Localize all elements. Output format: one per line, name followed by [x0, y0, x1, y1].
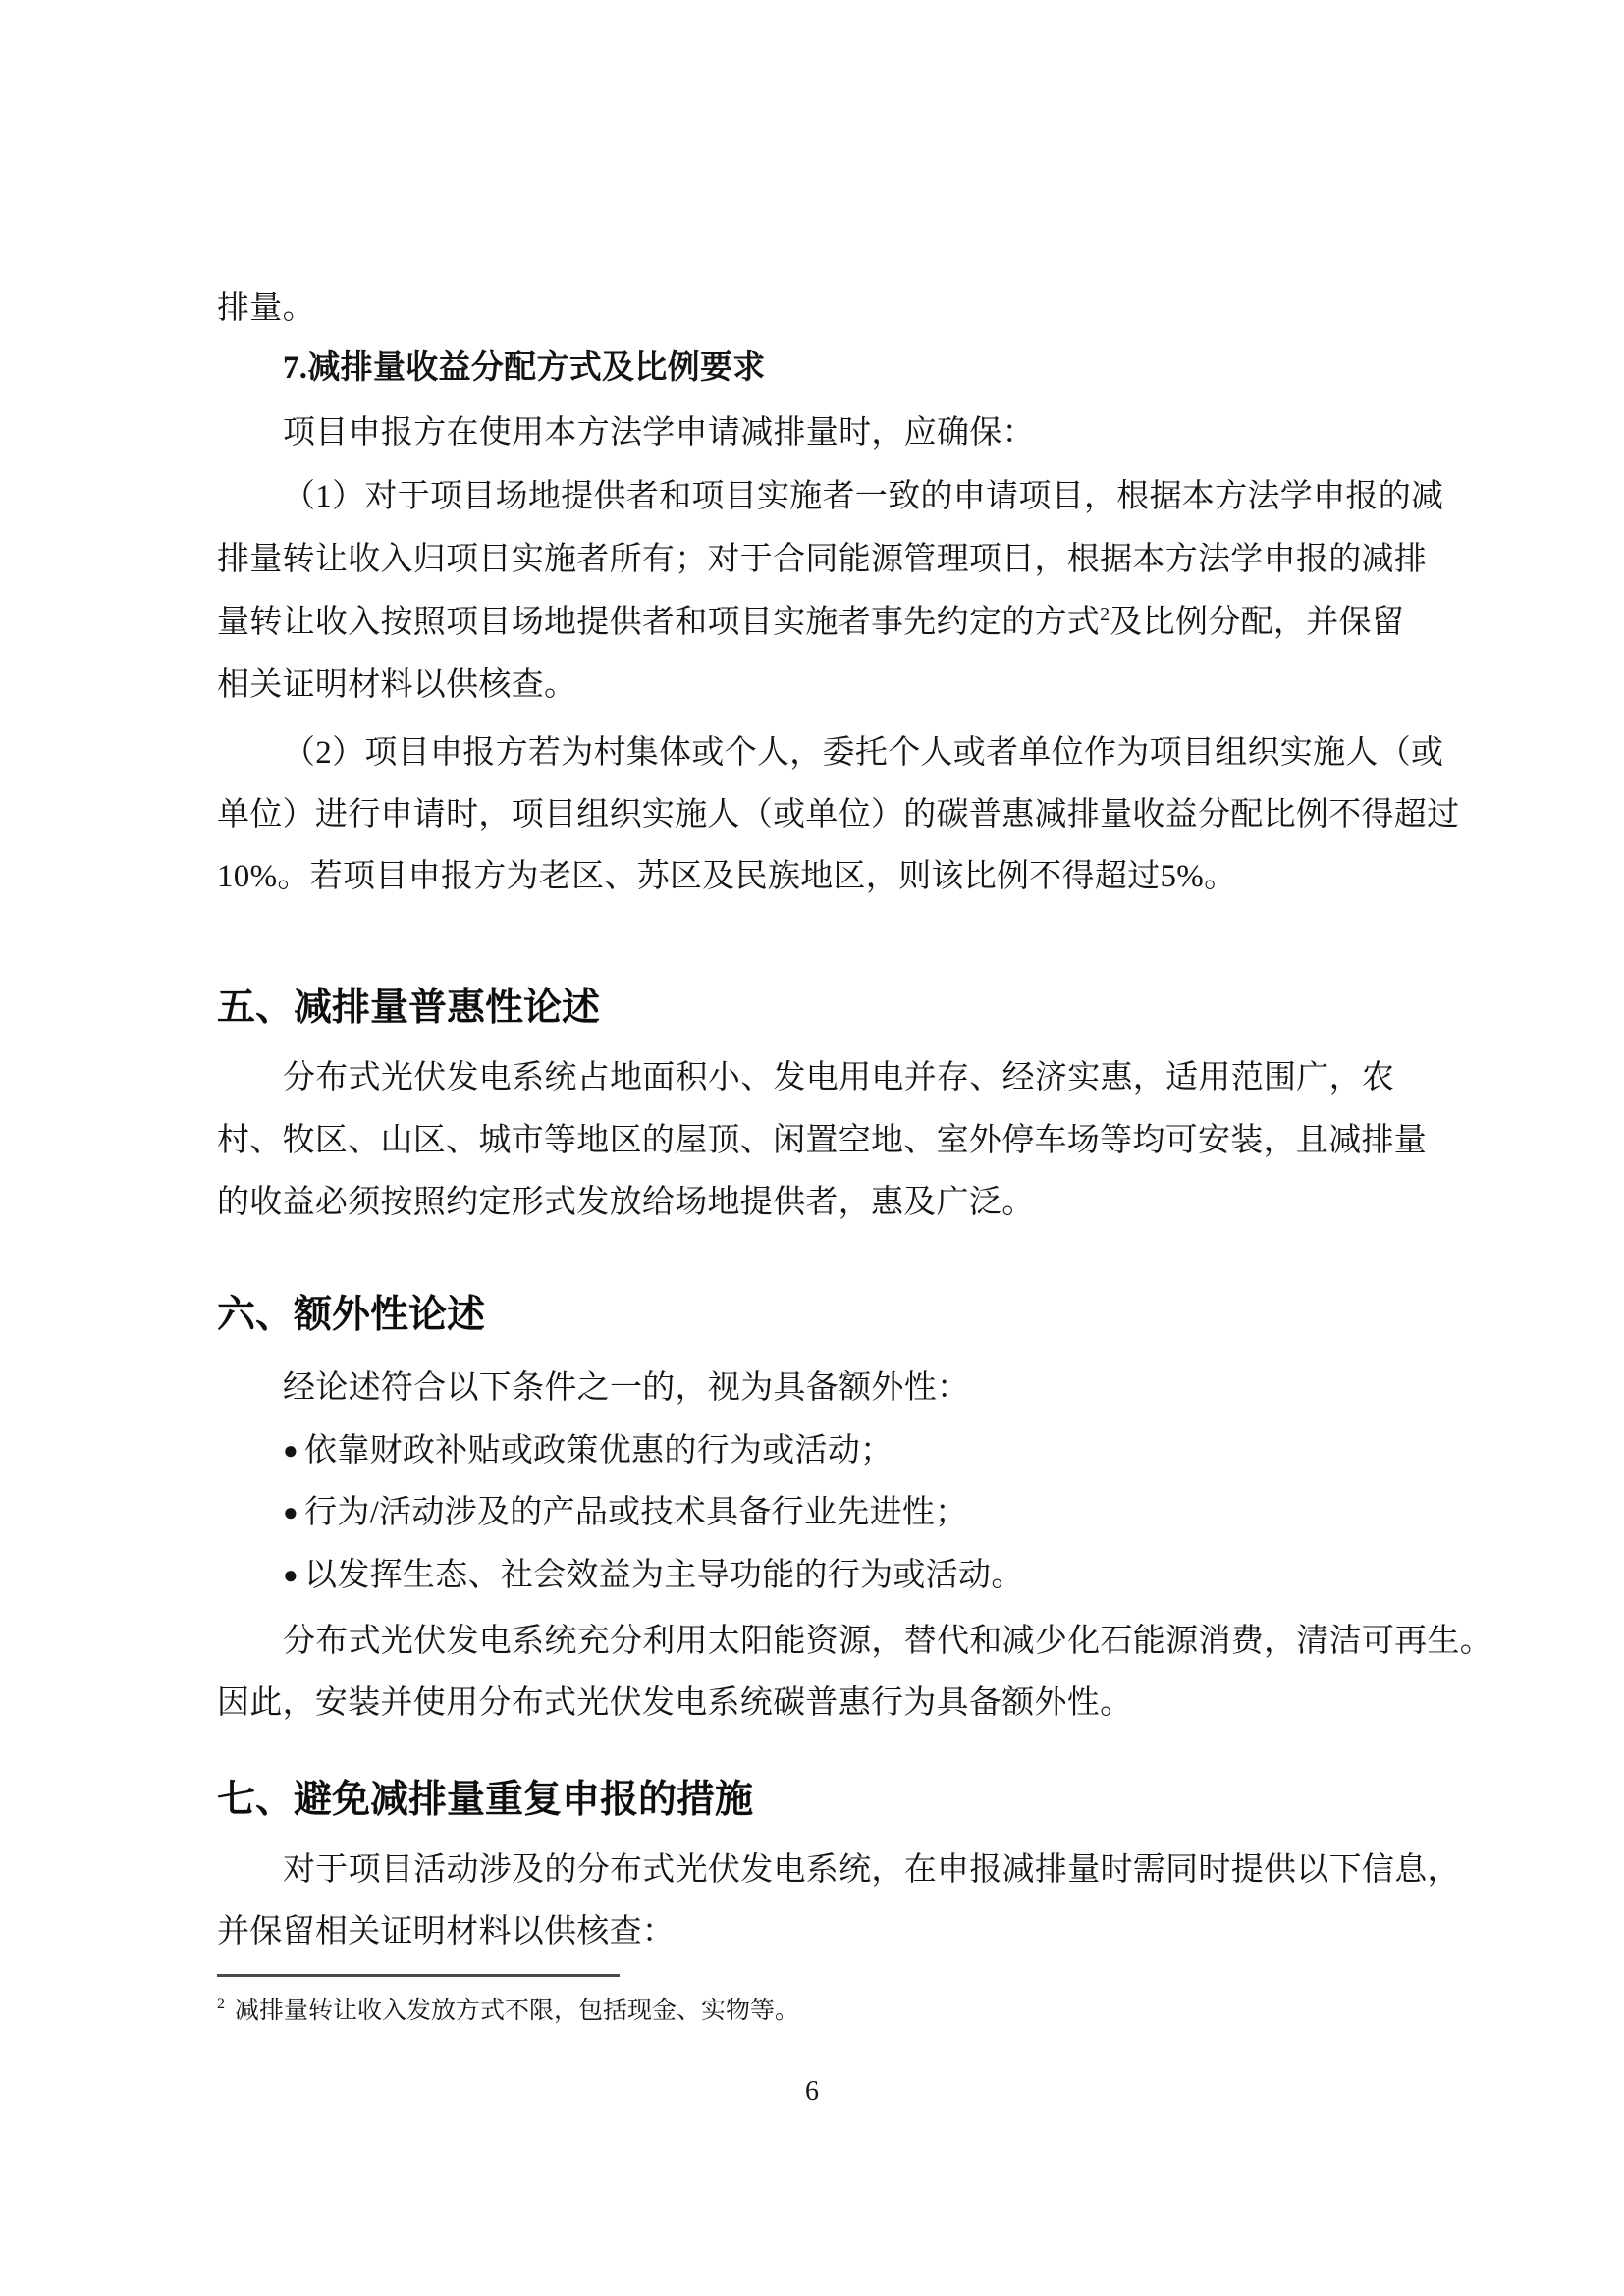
paragraph-line: （2）项目申报方若为村集体或个人，委托个人或者单位作为项目组织实施人（或 — [283, 735, 1444, 771]
footnote — [217, 1991, 799, 2026]
paragraph-line: 项目申报方在使用本方法学申请减排量时，应确保： — [283, 415, 1035, 451]
paragraph-line: 单位）进行申请时，项目组织实施人（或单位）的碳普惠减排量收益分配比例不得超过 — [217, 797, 1460, 832]
continuation-line: 排量。 — [217, 291, 315, 326]
paragraph-line: 排量转让收入归项目实施者所有；对于合同能源管理项目，根据本方法学申报的减排 — [217, 542, 1428, 577]
bullet-text: 行为/活动涉及的产品或技术具备行业先进性； — [304, 1495, 968, 1530]
subsection-7-heading: 7.减排量收益分配方式及比例要求 — [283, 350, 766, 386]
paragraph-line: 经论述符合以下条件之一的，视为具备额外性： — [283, 1370, 970, 1406]
paragraph-line: 的收益必须按照约定形式发放给场地提供者，惠及广泛。 — [217, 1185, 1035, 1220]
bullet-text: 依靠财政补贴或政策优惠的行为或活动； — [304, 1433, 893, 1468]
bullet-item — [283, 1496, 967, 1530]
paragraph-line: （1）对于项目场地提供者和项目实施者一致的申请项目，根据本方法学申报的减 — [283, 479, 1444, 514]
bullet-item — [283, 1559, 1024, 1593]
section-5-heading: 五、减排量普惠性论述 — [217, 987, 601, 1029]
paragraph-line: 10%。若项目申报方为老区、苏区及民族地区，则该比例不得超过5%。 — [217, 859, 1237, 894]
paragraph-line: 并保留相关证明材料以供核查： — [217, 1914, 676, 1949]
paragraph-line — [217, 606, 1404, 640]
footnote-text: 减排量转让收入发放方式不限，包括现金、实物等。 — [235, 1998, 800, 2024]
paragraph-line: 分布式光伏发电系统充分利用太阳能资源，替代和减少化石能源消费，清洁可再生。 — [283, 1624, 1493, 1659]
paragraph-line: 相关证明材料以供核查。 — [217, 667, 577, 703]
paragraph-line: 因此，安装并使用分布式光伏发电系统碳普惠行为具备额外性。 — [217, 1685, 1133, 1721]
paragraph-text: 及比例分配，并保留 — [1110, 605, 1405, 640]
paragraph-text: 量转让收入按照项目场地提供者和项目实施者事先约定的方式 — [217, 605, 1101, 640]
paragraph-line: 村、牧区、山区、城市等地区的屋顶、闲置空地、室外停车场等均可安装，且减排量 — [217, 1123, 1428, 1158]
page-number: 6 — [805, 2076, 819, 2107]
footnote-separator — [217, 1974, 620, 1977]
footnote-reference: 2 — [1100, 604, 1110, 625]
bullet-icon: ● — [283, 1498, 299, 1527]
footnote-marker: 2 — [217, 1996, 225, 2012]
section-6-heading: 六、额外性论述 — [217, 1294, 486, 1336]
bullet-icon: ● — [283, 1436, 299, 1466]
section-7-heading: 七、避免减排量重复申报的措施 — [217, 1779, 754, 1821]
bullet-text: 以发挥生态、社会效益为主导功能的行为或活动。 — [304, 1558, 1024, 1593]
paragraph-line: 分布式光伏发电系统占地面积小、发电用电并存、经济实惠，适用范围广，农 — [283, 1060, 1395, 1095]
paragraph-line: 对于项目活动涉及的分布式光伏发电系统，在申报减排量时需同时提供以下信息， — [283, 1852, 1460, 1888]
bullet-icon: ● — [283, 1561, 299, 1590]
bullet-item — [283, 1434, 893, 1468]
